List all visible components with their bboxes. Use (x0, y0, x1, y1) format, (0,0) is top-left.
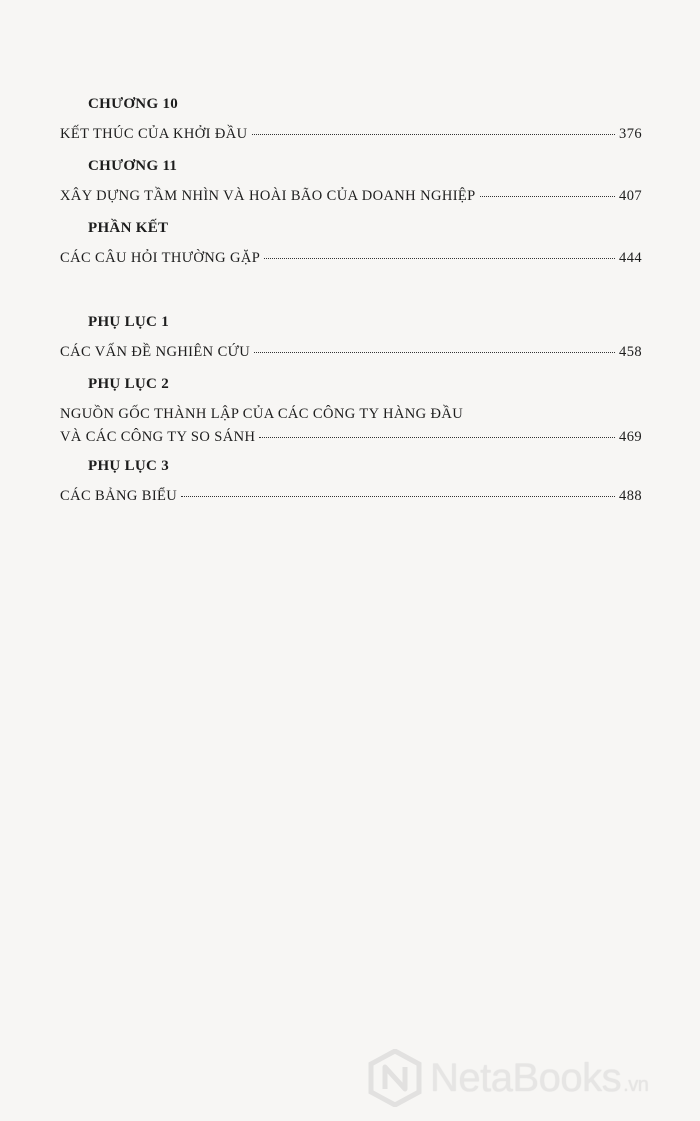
dot-leader (252, 134, 616, 135)
toc-page-number: 407 (619, 188, 642, 204)
appendix-2-heading: PHỤ LỤC 2 (88, 376, 170, 392)
toc-page-number: 376 (619, 126, 642, 142)
toc-entry-appendix-2 (60, 405, 642, 446)
chapter-10-heading: CHƯƠNG 10 (88, 96, 179, 112)
toc-entry-epilogue (60, 249, 642, 267)
toc-entry-title-line-2: VÀ CÁC CÔNG TY SO SÁNH (60, 429, 256, 445)
toc-page-number: 488 (619, 488, 642, 504)
toc-page-number: 444 (619, 250, 642, 266)
dot-leader (264, 258, 615, 259)
toc-entry-appendix-3 (60, 487, 642, 505)
watermark-brand-text (430, 1056, 648, 1101)
appendix-3-heading: PHỤ LỤC 3 (88, 458, 170, 474)
toc-entry-chapter-10 (60, 125, 642, 143)
appendix-1-heading: PHỤ LỤC 1 (88, 314, 170, 330)
toc-entry-appendix-1 (60, 343, 642, 361)
chapter-11-heading: CHƯƠNG 11 (88, 158, 178, 174)
toc-entry-title: CÁC BẢNG BIỂU (60, 488, 178, 504)
toc-entry-title: CÁC VẤN ĐỀ NGHIÊN CỨU (60, 344, 251, 360)
epilogue-heading: PHẦN KẾT (88, 220, 169, 236)
toc-entry-chapter-11 (60, 187, 642, 205)
toc-page-number: 458 (619, 344, 642, 360)
dot-leader (181, 496, 615, 497)
watermark-brand: NetaBooks (430, 1055, 622, 1100)
toc-entry-title: KẾT THÚC CỦA KHỞI ĐẦU (60, 126, 248, 142)
dot-leader (259, 437, 615, 438)
netabooks-watermark (368, 1048, 698, 1108)
toc-entry-title: XÂY DỰNG TẦM NHÌN VÀ HOÀI BÃO CỦA DOANH NGHIỆP (60, 188, 476, 204)
netabooks-logo-icon (368, 1049, 422, 1107)
watermark-suffix: .vn (623, 1073, 649, 1096)
toc-entry-title-line-1: NGUỒN GỐC THÀNH LẬP CỦA CÁC CÔNG TY HÀNG ĐẦU (60, 406, 464, 422)
dot-leader (480, 196, 615, 197)
toc-page-number: 469 (619, 429, 642, 445)
dot-leader (254, 352, 615, 353)
toc-entry-title: CÁC CÂU HỎI THƯỜNG GẶP (60, 250, 261, 266)
